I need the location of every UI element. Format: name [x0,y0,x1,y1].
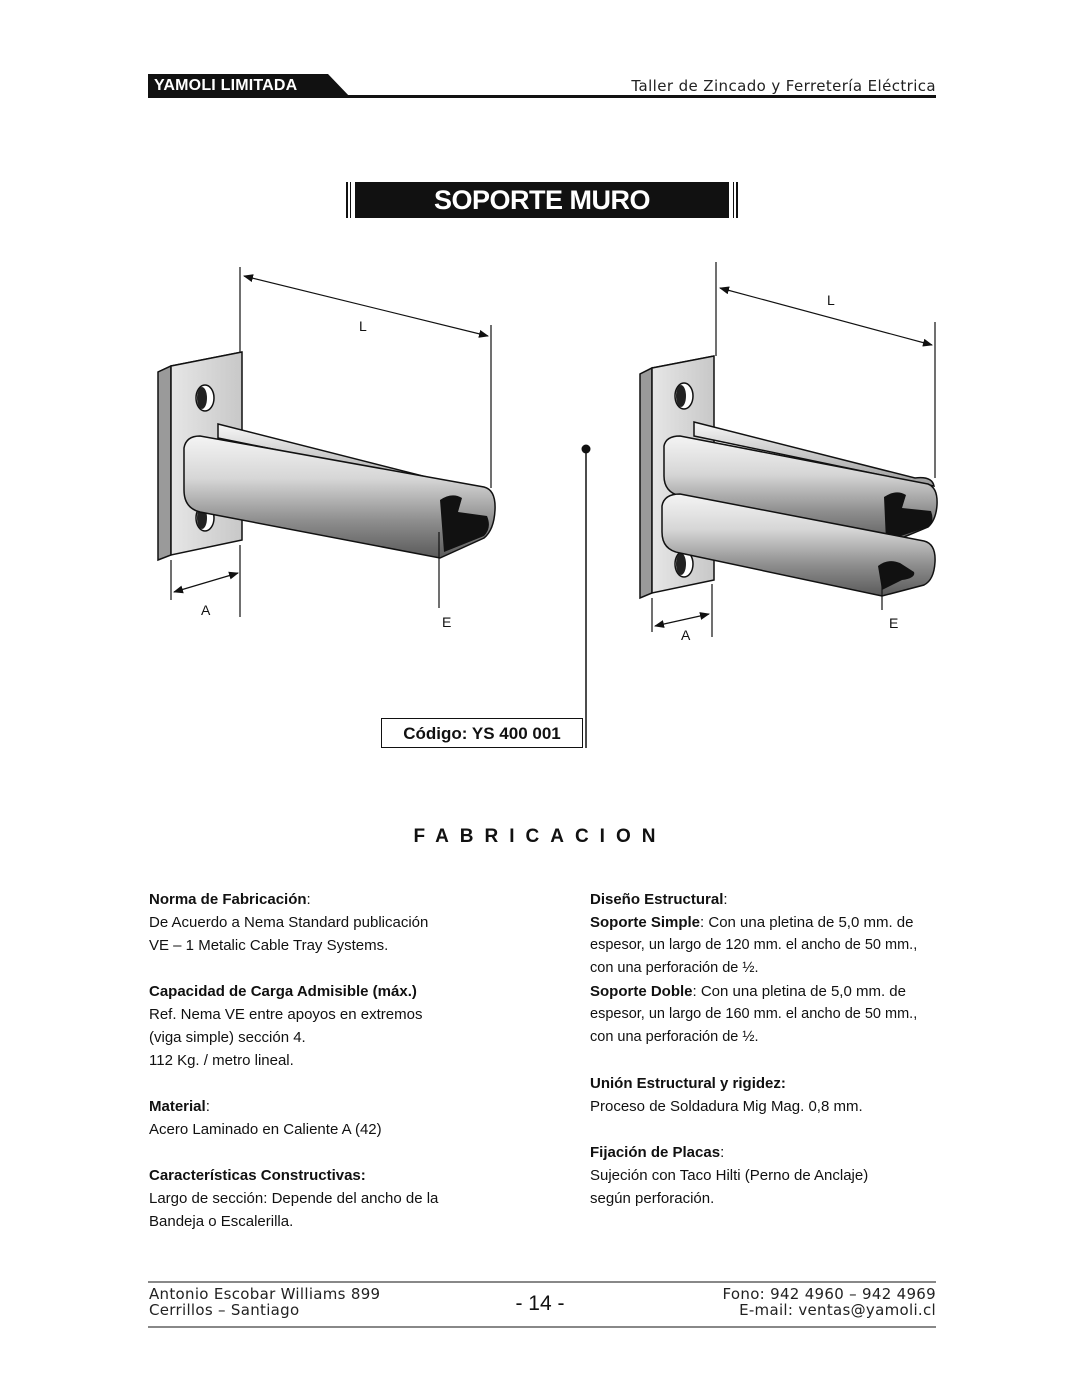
dim-L-right: L [827,292,835,308]
dim-A-right: A [681,627,691,643]
page-title-banner [346,182,738,218]
carga-text-3: 112 Kg. / metro lineal. [149,1052,294,1069]
header-rule [148,95,936,98]
left-column [149,888,549,1233]
soporte-doble-line-1: Soporte Doble: Con una pletina de 5,0 mm. de [590,983,906,1000]
fijacion-text-2: según perforación. [590,1190,715,1207]
dim-E-right: E [889,615,899,631]
norma-text-1: De Acuerdo a Nema Standard publicación [149,914,429,931]
footer-phone: Fono: 942 4960 – 942 4969 [722,1285,936,1303]
company-name: YAMOLI LIMITADA [154,77,298,94]
carga-text-2: (viga simple) sección 4. [149,1029,306,1046]
norma-heading: Norma de Fabricación: [149,891,311,908]
dim-L-left: L [359,318,367,334]
soporte-doble-line-2: espesor, un largo de 160 mm. el ancho de 50 mm., [590,1006,918,1022]
dim-E-left: E [442,614,452,630]
material-text-1: Acero Laminado en Caliente A (42) [149,1121,382,1138]
soporte-simple-line-2: espesor, un largo de 120 mm. el ancho de 50 mm., [590,937,918,953]
soporte-doble-line-3: con una perforación de ½. [590,1029,759,1045]
page-number: - 14 - [515,1292,565,1315]
union-text-1: Proceso de Soldadura Mig Mag. 0,8 mm. [590,1098,863,1115]
fijacion-text-1: Sujeción con Taco Hilti (Perno de Anclaje) [590,1167,869,1184]
product-code: Código: YS 400 001 [381,718,583,748]
norma-text-2: VE – 1 Metalic Cable Tray Systems. [149,937,389,954]
carga-text-1: Ref. Nema VE entre apoyos en extremos [149,1006,423,1023]
right-column [590,888,950,1210]
material-heading: Material: [149,1098,210,1115]
union-heading: Unión Estructural y rigidez: [590,1075,786,1092]
footer-email: E-mail: ventas@yamoli.cl [739,1301,936,1319]
soporte-simple-line-3: con una perforación de ½. [590,960,759,976]
footer-contact [723,1286,936,1318]
caracteristicas-text-1: Largo de sección: Depende del ancho de la [149,1190,439,1207]
single-bracket [158,352,495,560]
section-heading: FABRICACION [413,826,667,847]
soporte-simple-line-1: Soporte Simple: Con una pletina de 5,0 mm. de [590,914,914,931]
fijacion-heading: Fijación de Placas: [590,1144,725,1161]
caracteristicas-text-2: Bandeja o Escalerilla. [149,1213,294,1230]
footer-rule-bottom [148,1326,936,1328]
footer-address-line-2: Cerrillos – Santiago [149,1301,300,1319]
diseno-heading: Diseño Estructural: [590,891,728,908]
footer-rule-top [148,1281,936,1283]
carga-heading: Capacidad de Carga Admisible (máx.) [149,983,417,1000]
footer-address-line-1: Antonio Escobar Williams 899 [149,1285,381,1303]
page-title: SOPORTE MURO [355,182,729,218]
double-bracket [640,356,937,598]
caracteristicas-heading: Características Constructivas: [149,1167,366,1184]
header-tagline: Taller de Zincado y Ferretería Eléctrica [631,77,936,95]
bracket-diagram [0,240,1080,760]
dim-A-left: A [201,602,211,618]
